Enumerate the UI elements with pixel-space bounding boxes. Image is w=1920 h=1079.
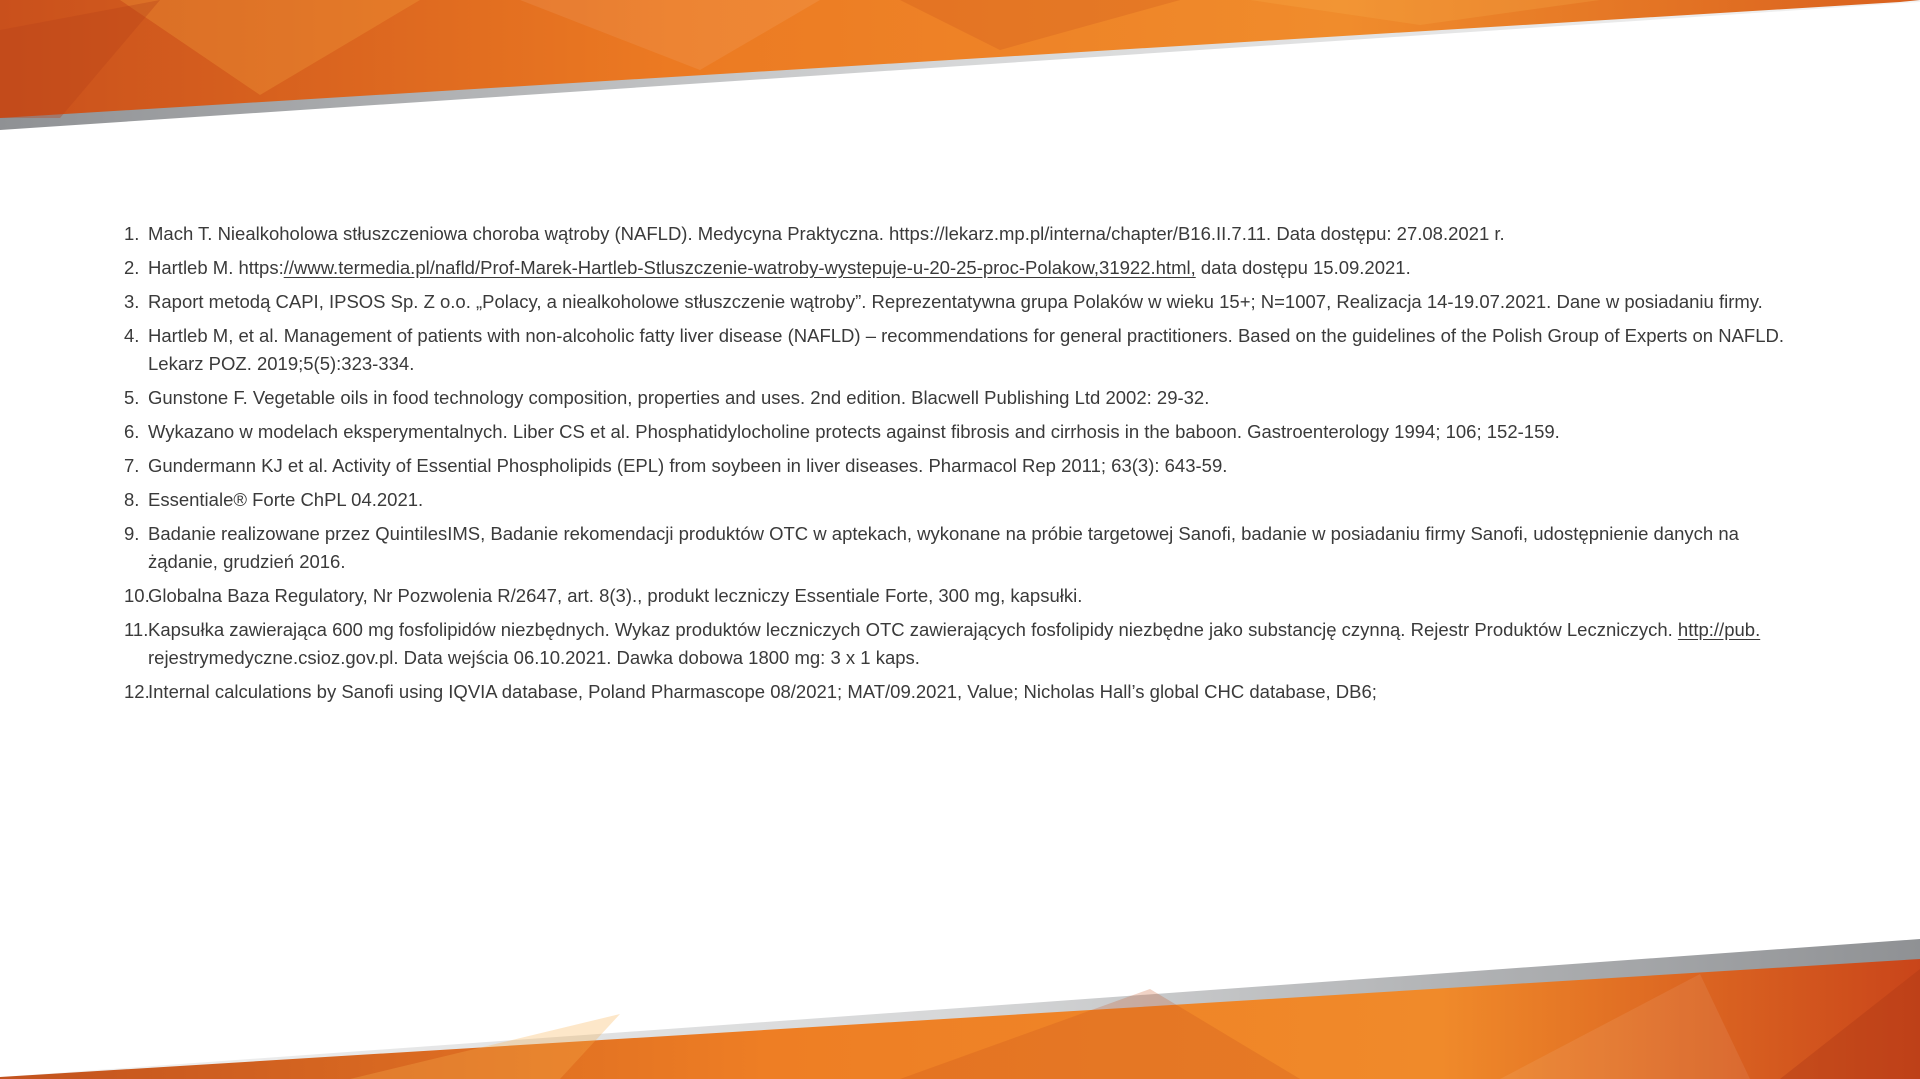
reference-number: 2. bbox=[124, 257, 140, 278]
reference-text: Kapsułka zawierająca 600 mg fosfolipidów niezbędnych. Wykaz produktów leczniczych OTC zawierających fosfolipidy niezbędne jako substancję czynną. Rejestr Produktów Leczniczych. bbox=[148, 619, 1678, 640]
reference-number: 8. bbox=[124, 489, 140, 510]
reference-number: 3. bbox=[124, 291, 140, 312]
bottom-decorative-banner bbox=[0, 929, 1920, 1079]
reference-text: Raport metodą CAPI, IPSOS Sp. Z o.o. „Polacy, a niealkoholowe stłuszczenie wątroby”. Reprezentatywna grupa Polaków w wieku 15+; N=1007, Realizacja 14-19.07.2021. Dane w posiadaniu firmy. bbox=[148, 291, 1763, 312]
reference-number: 7. bbox=[124, 455, 140, 476]
reference-text: Globalna Baza Regulatory, Nr Pozwolenia R/2647, art. 8(3)., produkt leczniczy Essentiale Forte, 300 mg, kapsułki. bbox=[148, 585, 1083, 606]
reference-item bbox=[124, 520, 1784, 576]
reference-item bbox=[124, 452, 1784, 480]
reference-number: 10. bbox=[124, 585, 150, 606]
reference-text: Essentiale® Forte ChPL 04.2021. bbox=[148, 489, 424, 510]
reference-number: 4. bbox=[124, 325, 140, 346]
reference-item bbox=[124, 418, 1784, 446]
reference-text-tail: rejestrymedyczne.csioz.gov.pl. Data wejścia 06.10.2021. Dawka dobowa 1800 mg: 3 x 1 kaps. bbox=[148, 647, 920, 668]
references-list bbox=[124, 220, 1784, 712]
reference-link[interactable]: //www.termedia.pl/nafld/Prof-Marek-Hartleb-Stluszczenie-watroby-wystepuje-u-20-25-proc-Polakow,31922.html, bbox=[283, 257, 1196, 278]
reference-text: Badanie realizowane przez QuintilesIMS, Badanie rekomendacji produktów OTC w aptekach, wykonane na próbie targetowej Sanofi, badanie w posiadaniu firmy Sanofi, udostępnienie danych na żądanie, grudzień 2016. bbox=[148, 523, 1739, 572]
reference-item bbox=[124, 384, 1784, 412]
reference-item bbox=[124, 220, 1784, 248]
reference-text: Hartleb M. https: bbox=[148, 257, 284, 278]
reference-number: 1. bbox=[124, 223, 140, 244]
reference-text: Wykazano w modelach eksperymentalnych. Liber CS et al. Phosphatidylocholine protects against fibrosis and cirrhosis in the baboon. Gastroenterology 1994; 106; 152-159. bbox=[148, 421, 1560, 442]
reference-item bbox=[124, 254, 1784, 282]
reference-item bbox=[124, 678, 1784, 706]
reference-text: Gunstone F. Vegetable oils in food technology composition, properties and uses. 2nd edition. Blacwell Publishing Ltd 2002: 29-32. bbox=[148, 387, 1210, 408]
reference-text: Internal calculations by Sanofi using IQVIA database, Poland Pharmascope 08/2021; MAT/09.2021, Value; Nicholas Hall’s global CHC database, DB6; bbox=[148, 681, 1377, 702]
reference-item bbox=[124, 616, 1784, 672]
reference-number: 12. bbox=[124, 681, 150, 702]
reference-number: 5. bbox=[124, 387, 140, 408]
reference-link[interactable]: http://pub. bbox=[1677, 619, 1761, 640]
reference-text: Gundermann KJ et al. Activity of Essential Phospholipids (EPL) from soybeen in liver diseases. Pharmacol Rep 2011; 63(3): 643-59. bbox=[148, 455, 1228, 476]
reference-item bbox=[124, 322, 1784, 378]
reference-text: Mach T. Niealkoholowa stłuszczeniowa choroba wątroby (NAFLD). Medycyna Praktyczna. https://lekarz.mp.pl/interna/chapter/B16.II.7.11. Data dostępu: 27.08.2021 r. bbox=[148, 223, 1505, 244]
reference-number: 6. bbox=[124, 421, 140, 442]
reference-number: 11. bbox=[124, 619, 149, 640]
reference-item bbox=[124, 582, 1784, 610]
reference-item bbox=[124, 288, 1784, 316]
reference-text-tail: data dostępu 15.09.2021. bbox=[1195, 257, 1411, 278]
reference-number: 9. bbox=[124, 523, 140, 544]
reference-item bbox=[124, 486, 1784, 514]
top-decorative-banner bbox=[0, 0, 1920, 150]
reference-text: Hartleb M, et al. Management of patients with non-alcoholic fatty liver disease (NAFLD) – recommendations for general practitioners. Based on the guidelines of the Polish Group of Experts on NAFLD. Lekarz POZ. 2019;5(5):323-334. bbox=[148, 325, 1785, 374]
